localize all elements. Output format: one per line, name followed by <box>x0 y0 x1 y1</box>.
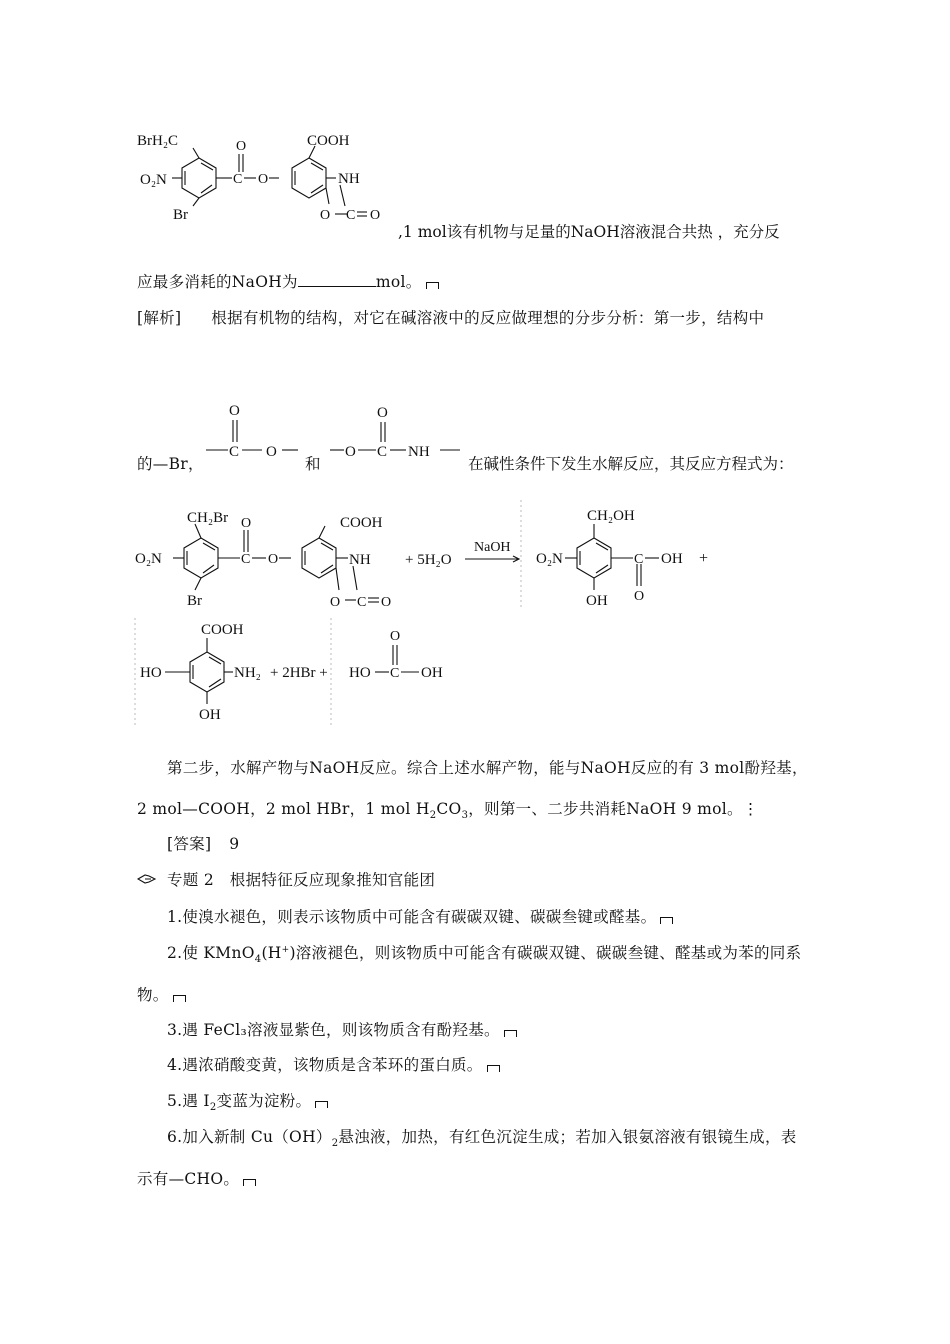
ester-o-label: O <box>258 172 269 187</box>
answer-label: [答案] <box>167 835 212 853</box>
product3-o: O <box>390 629 401 644</box>
topic-heading <box>137 868 435 890</box>
item-2-d: 物。 <box>137 986 169 1004</box>
reactant-ester-o: O <box>268 552 279 567</box>
product3-c: C <box>390 666 400 681</box>
ring-o-label: O <box>320 208 331 223</box>
carbonyl-o-label: O <box>236 139 247 154</box>
product1-ch2oh: CH₂OH <box>587 508 635 524</box>
frag1-o: O <box>266 444 277 460</box>
frag2-o1: O <box>345 444 356 460</box>
answer-line <box>167 832 239 854</box>
question-molecule <box>135 128 405 240</box>
reactant-o2n: O₂N <box>135 551 162 567</box>
reagent-naoh: NaOH <box>474 540 511 555</box>
br-label: Br <box>173 207 188 223</box>
cooh-label: COOH <box>307 133 350 149</box>
plus-water: + 5H₂O <box>405 552 452 568</box>
step2-line2-c: ，则第一、二步共消耗NaOH 9 mol。⋮ <box>468 800 759 818</box>
item-5 <box>167 1089 328 1113</box>
item-5-b: 变蓝为淀粉。 <box>216 1092 312 1110</box>
reactant-ring-o: O <box>330 595 341 610</box>
nh-label: NH <box>338 171 360 187</box>
step2-sub1: 2 <box>429 810 437 822</box>
product1-o2n: O₂N <box>536 551 563 567</box>
product3-oh: OH <box>421 665 443 681</box>
reactant-ch2br: CH₂Br <box>187 510 229 526</box>
analysis-text2-pre: 的—Br， <box>137 455 204 473</box>
carbamate-fragment <box>328 400 463 470</box>
product3-ho: HO <box>349 665 371 681</box>
item-6-sub: 2 <box>331 1138 339 1150</box>
return-mark-icon <box>315 1101 328 1108</box>
product1-c: C <box>634 552 644 567</box>
question-text-line2-post: mol。 <box>375 273 422 291</box>
reactant-br: Br <box>187 593 202 609</box>
plus-1: + <box>699 550 709 567</box>
item-1 <box>167 905 673 927</box>
item-2-b: (H <box>261 944 282 962</box>
item-4-text: 4.遇浓硝酸变黄，该物质是含苯环的蛋白质。 <box>167 1056 483 1074</box>
item-4 <box>167 1053 500 1075</box>
product2-nh2: NH₂ <box>234 665 261 681</box>
item-2-c: )溶液褪色，则该物质中可能含有碳碳双键、碳碳叁键、醛基或为苯的同系 <box>289 944 802 962</box>
item-3-text: 3.遇 FeCl₃溶液显紫色，则该物质含有酚羟基。 <box>167 1021 500 1039</box>
return-mark-icon <box>504 1030 517 1037</box>
brh2c-label: BrH₂C <box>137 133 179 149</box>
reactant-cooh: COOH <box>340 515 383 531</box>
answer-value: 9 <box>229 835 240 853</box>
reactant-c: C <box>241 552 251 567</box>
item-1-text: 1.使溴水褪色，则表示该物质中可能含有碳碳双键、碳碳叁键或醛基。 <box>167 908 657 926</box>
item-6 <box>167 1125 797 1149</box>
hand-pointer-icon <box>137 873 157 885</box>
step2-line1: 第二步，水解产物与NaOH反应。综合上述水解产物，能与NaOH反应的有 3 mol酚羟基， <box>167 759 808 777</box>
product2-cooh: COOH <box>201 622 244 638</box>
step2-line2-a: 2 mol—COOH，2 mol HBr，1 mol H <box>137 800 430 818</box>
plus-hbr: + 2HBr + <box>270 665 328 681</box>
item-6-a: 6.加入新制 Cu（OH） <box>167 1128 332 1146</box>
step2-sub2: 3 <box>461 810 469 822</box>
answer-blank <box>298 273 376 287</box>
frag1-c: C <box>229 444 240 460</box>
item-2-sub: 4 <box>254 954 262 966</box>
ring-c-label: C <box>346 208 356 223</box>
frag1-o-top: O <box>229 403 240 419</box>
return-mark-icon <box>173 995 186 1002</box>
product1-oh: OH <box>586 593 608 609</box>
topic-title: 专题 2 根据特征反应现象推知官能团 <box>167 871 436 889</box>
reactant-ring-c: C <box>357 595 367 610</box>
item-2-cont <box>137 983 186 1005</box>
product2-oh: OH <box>199 707 221 723</box>
frag2-o-top: O <box>377 405 388 421</box>
reactant-nh: NH <box>349 552 371 568</box>
return-mark-icon <box>487 1065 500 1072</box>
frag2-nh: NH <box>408 444 430 460</box>
return-mark-icon <box>426 282 439 289</box>
item-2-a: 2.使 KMnO <box>167 944 255 962</box>
item-3 <box>167 1018 517 1040</box>
return-mark-icon <box>243 1179 256 1186</box>
question-text-line2-pre: 应最多消耗的NaOH为 <box>137 273 298 291</box>
item-6-b: 悬浊液，加热，有红色沉淀生成；若加入银氨溶液有银镜生成，表 <box>338 1128 797 1146</box>
question-text-line2 <box>137 270 439 292</box>
item-6-c: 示有—CHO。 <box>137 1170 240 1188</box>
analysis-text1: 根据有机物的结构，对它在碱溶液中的反应做理想的分步分析：第一步，结构中 <box>211 309 765 327</box>
question-text-line1: ,1 mol该有机物与足量的NaOH溶液混合共热 ，充分反 <box>398 223 780 241</box>
item-5-sub: 2 <box>209 1102 217 1114</box>
reactant-ring-co: O <box>381 595 392 610</box>
analysis-label: [解析] <box>137 309 182 327</box>
analysis-text2-post: 在碱性条件下发生水解反应，其反应方程式为： <box>468 455 794 473</box>
return-mark-icon <box>660 917 673 924</box>
frag2-c: C <box>377 444 388 460</box>
ring-co-label: O <box>370 208 381 223</box>
step2-line2 <box>137 797 759 821</box>
c-label: C <box>233 172 243 187</box>
item-2-sup: + <box>281 944 290 955</box>
analysis-line1 <box>137 306 764 328</box>
ester-fragment <box>204 398 299 468</box>
item-5-a: 5.遇 I <box>167 1092 210 1110</box>
o2n-label: O₂N <box>140 172 167 188</box>
item-2 <box>167 941 801 965</box>
product2-ho: HO <box>140 665 162 681</box>
analysis-and: 和 <box>305 455 321 473</box>
item-6-cont <box>137 1167 256 1189</box>
product1-c-o: O <box>634 589 645 604</box>
reaction-equation <box>133 500 723 730</box>
product1-c-oh: OH <box>661 551 683 567</box>
reactant-carbonyl-o: O <box>241 516 252 531</box>
step2-line2-b: CO <box>436 800 462 818</box>
